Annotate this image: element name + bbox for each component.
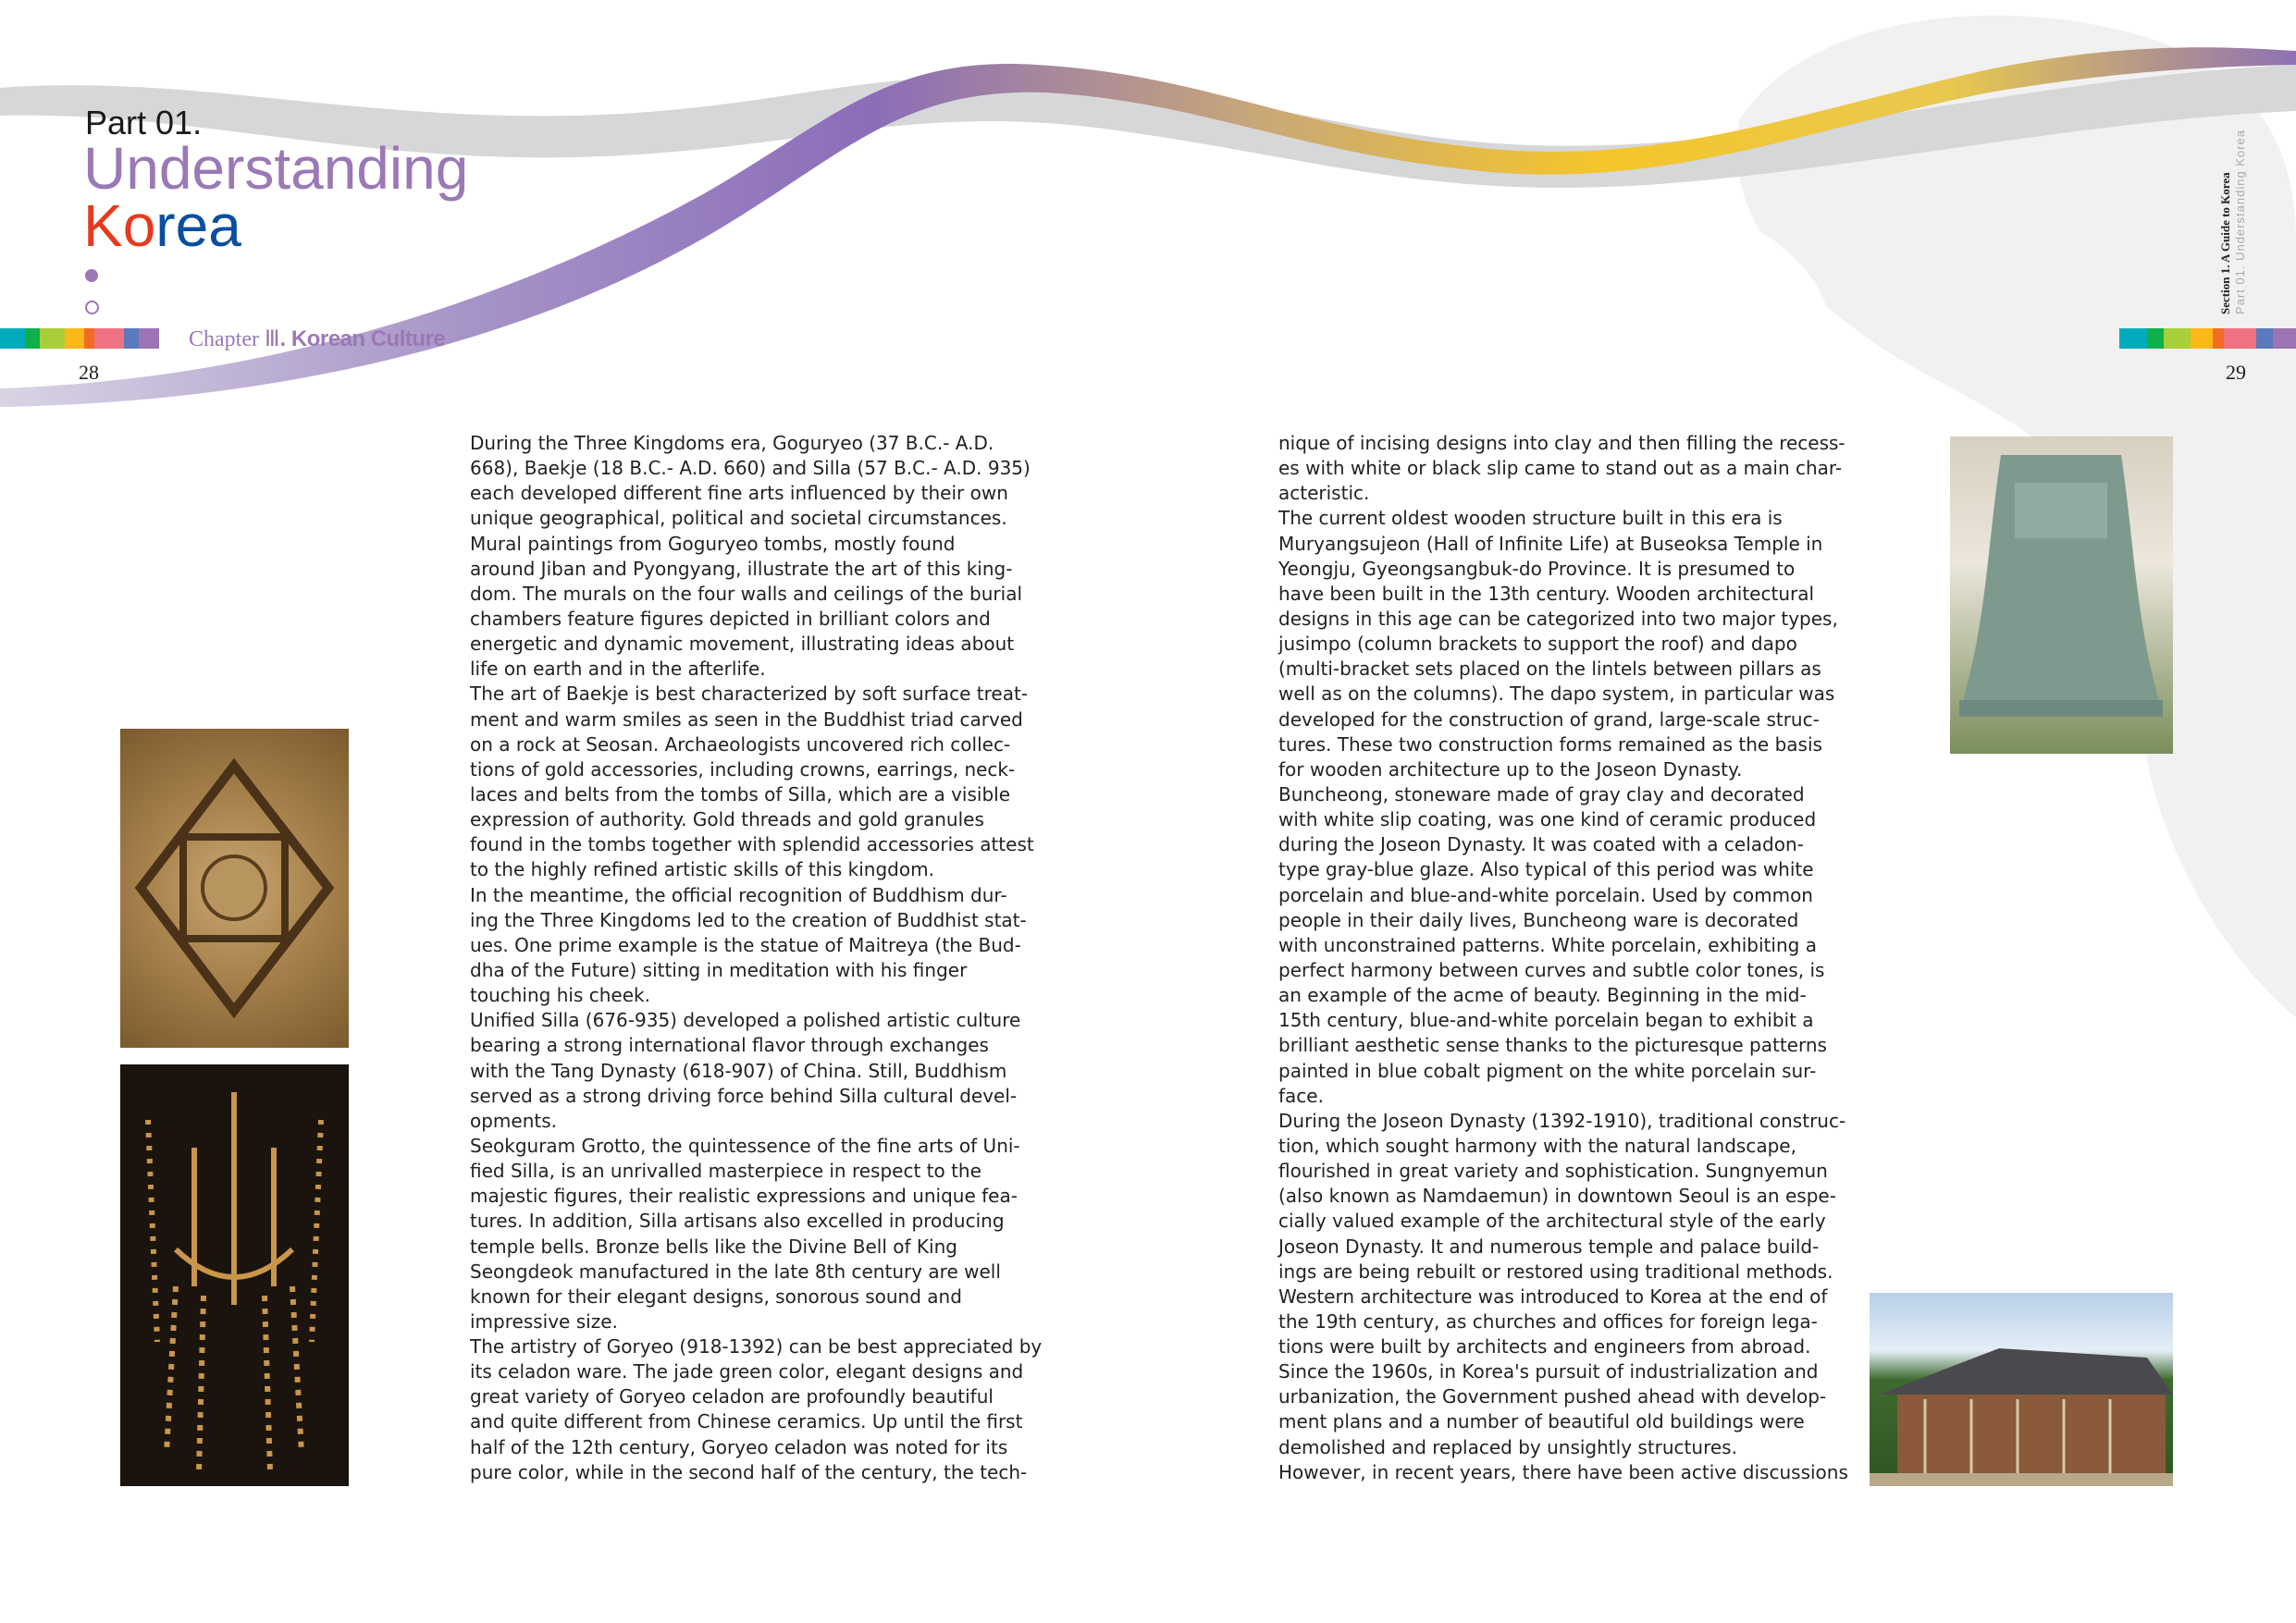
text-line: an example of the acme of beauty. Beginning in the mid- [1278,984,1807,1007]
text-line: flourished in great variety and sophistication. Sungnyemun [1278,1160,1828,1183]
text-line: type gray-blue glaze. Also typical of this period was white [1278,858,1814,881]
text-line: great variety of Goryeo celadon are profoundly beautiful [470,1385,994,1408]
text-line: Unified Silla (676-935) developed a polished artistic culture [470,1009,1021,1032]
text-line: life on earth and in the afterlife. [470,658,766,681]
filled-dot-icon [85,269,98,282]
running-section: Section 1. A Guide to Korea [2218,172,2232,314]
text-line: half of the 12th century, Goryeo celadon was noted for its [470,1435,1008,1458]
text-line: for wooden architecture up to the Joseon Dynasty. [1278,757,1743,781]
chapter-title: . Korean Culture [279,326,446,351]
text-line: In the meantime, the official recognition of Buddhism dur- [470,883,1007,906]
text-line: pure color, while in the second half of the century, the tech- [470,1460,1028,1483]
text-line: with unconstrained patterns. White porcelain, exhibiting a [1278,933,1817,956]
temple-hall-image [1870,1293,2173,1486]
running-header [2218,129,2248,314]
text-line: expression of authority. Gold threads and gold granules [470,808,984,831]
text-line: its celadon ware. The jade green color, elegant designs and [470,1360,1024,1383]
text-line: and quite different from Chinese ceramics. Up until the first [470,1410,1023,1433]
gold-crown-image [120,1064,349,1486]
text-line: to the highly refined artistic skills of this kingdom. [470,858,934,881]
text-line: dha of the Future) sitting in meditation with his finger [470,958,968,981]
text-line: found in the tombs together with splendid accessories attest [470,833,1034,856]
text-line: around Jiban and Pyongyang, illustrate the art of this king- [470,557,1013,580]
text-line: Seokguram Grotto, the quintessence of the fine arts of Uni- [470,1134,1020,1157]
text-line: ment and warm smiles as seen in the Buddhist triad carved [470,707,1023,731]
left-text-column [470,431,1042,1485]
text-line: 668), Baekje (18 B.C.- A.D. 660) and Silla (57 B.C.- A.D. 935) [470,457,1031,480]
text-line: painted in blue cobalt pigment on the white porcelain sur- [1278,1059,1817,1082]
text-line: tures. In addition, Silla artisans also excelled in producing [470,1210,1005,1233]
text-line: tion, which sought harmony with the natural landscape, [1278,1134,1796,1157]
text-line: designs in this age can be categorized into two major types, [1278,607,1838,630]
text-line: majestic figures, their realistic expressions and unique fea- [470,1185,1018,1208]
text-line: face. [1278,1084,1324,1107]
color-bar-right [2119,328,2296,349]
title-korea-blue: rea [155,192,241,259]
text-line: The current oldest wooden structure built in this era is [1278,507,1783,530]
text-line: jusimpo (column brackets to support the roof) and dapo [1278,633,1797,656]
text-line: on a rock at Seosan. Archaeologists uncovered rich collec- [470,732,1011,756]
silla-gold-crown-photo [120,1064,349,1486]
text-line: known for their elegant designs, sonorous sound and [470,1285,962,1308]
text-line: nique of incising designs into clay and then filling the recess- [1278,432,1845,454]
text-line: The art of Baekje is best characterized by soft surface treat- [470,682,1029,706]
text-line: (also known as Namdaemun) in downtown Seoul is an espe- [1278,1185,1836,1208]
text-line: During the Joseon Dynasty (1392-1910), traditional construc- [1278,1109,1846,1132]
chapter-number: Chapter Ⅲ [189,327,280,351]
text-line: developed for the construction of grand, large-scale struc- [1278,707,1820,731]
text-line: energetic and dynamic movement, illustrating ideas about [470,633,1015,656]
text-line: urbanization, the Government pushed ahead with develop- [1278,1385,1827,1408]
chapter-heading [189,326,445,352]
page-title: Understanding [83,135,469,202]
ceiling-pattern-image [120,729,349,1048]
goguryeo-tomb-ceiling-photo [120,729,349,1048]
text-line: during the Joseon Dynasty. It was coated with a celadon- [1278,833,1804,856]
text-line: tures. These two construction forms remained as the basis [1278,732,1822,756]
text-line: cially valued example of the architectural style of the early [1278,1210,1826,1233]
text-line: porcelain and blue-and-white porcelain. Used by common [1278,883,1813,906]
text-line: opments. [470,1109,558,1132]
text-line: each developed different fine arts influenced by their own [470,482,1008,505]
text-line: served as a strong driving force behind Silla cultural devel- [470,1084,1018,1107]
running-part: Part 01. Understanding Korea [2233,129,2247,314]
text-line: tions of gold accessories, including crowns, earrings, neck- [470,757,1016,781]
text-line: temple bells. Bronze bells like the Divine Bell of King [470,1235,957,1258]
part-label: Part 01. [85,104,203,141]
text-line: es with white or black slip came to stand out as a main char- [1278,457,1843,480]
text-line: unique geographical, political and societal circumstances. [470,507,1007,530]
text-line: perfect harmony between curves and subtle color tones, is [1278,958,1825,981]
text-line: touching his cheek. [470,984,650,1007]
joseon-temple-hall-photo [1870,1293,2173,1486]
text-line: During the Three Kingdoms era, Goguryeo (37 B.C.- A.D. [470,432,994,454]
text-line: 15th century, blue-and-white porcelain began to exhibit a [1278,1009,1814,1032]
text-line: bearing a strong international flavor through exchanges [470,1034,989,1057]
hollow-dot-icon [85,301,99,314]
text-line: demolished and replaced by unsightly structures. [1278,1435,1737,1458]
text-line: Seongdeok manufactured in the late 8th century are well [470,1260,1001,1283]
text-line: ues. One prime example is the statue of Maitreya (the Bud- [470,933,1021,956]
text-line: impressive size. [470,1309,618,1333]
text-line: However, in recent years, there have been active discussions [1278,1460,1848,1483]
text-line: chambers feature figures depicted in brilliant colors and [470,607,991,630]
text-line: acteristic. [1278,482,1370,505]
text-line: laces and belts from the tombs of Silla, which are a visible [470,782,1010,805]
text-line: Mural paintings from Goguryeo tombs, mostly found [470,532,956,555]
text-line: Western architecture was introduced to Korea at the end of [1278,1285,1828,1308]
text-line: with the Tang Dynasty (618-907) of China. Still, Buddhism [470,1059,1007,1082]
text-line: fied Silla, is an unrivalled masterpiece in respect to the [470,1160,981,1183]
bell-image [1950,436,2173,754]
text-line: the 19th century, as churches and offices for foreign lega- [1278,1309,1818,1333]
text-line: have been built in the 13th century. Wooden architectural [1278,582,1815,605]
page-number-left: 28 [79,361,99,384]
page-title-korea [83,192,241,259]
text-line: well as on the columns). The dapo system, in particular was [1278,682,1835,706]
text-line: (multi-bracket sets placed on the lintels between pillars as [1278,658,1821,681]
text-line: Muryangsujeon (Hall of Infinite Life) at Buseoksa Temple in [1278,532,1823,555]
text-line: Joseon Dynasty. It and numerous temple and palace build- [1278,1235,1820,1258]
page-number-right: 29 [2226,361,2246,384]
text-line: ment plans and a number of beautiful old buildings were [1278,1410,1805,1433]
right-text-column [1278,431,1848,1485]
text-line: Yeongju, Gyeongsangbuk-do Province. It is presumed to [1278,557,1796,580]
color-bar-left [0,328,176,349]
bronze-bell-photo [1950,436,2173,754]
text-line: people in their daily lives, Buncheong ware is decorated [1278,908,1799,931]
text-line: dom. The murals on the four walls and ceilings of the burial [470,582,1023,605]
text-line: ing the Three Kingdoms led to the creation of Buddhist stat- [470,908,1027,931]
text-line: Buncheong, stoneware made of gray clay and decorated [1278,782,1805,805]
text-line: tions were built by architects and engineers from abroad. [1278,1335,1811,1359]
title-korea-red: Ko [83,192,156,259]
text-line: ings are being rebuilt or restored using traditional methods. [1278,1260,1833,1283]
text-line: The artistry of Goryeo (918-1392) can be best appreciated by [470,1335,1043,1359]
text-line: brilliant aesthetic sense thanks to the picturesque patterns [1278,1034,1827,1057]
text-line: Since the 1960s, in Korea's pursuit of industrialization and [1278,1360,1819,1383]
text-line: with white slip coating, was one kind of ceramic produced [1278,808,1817,831]
